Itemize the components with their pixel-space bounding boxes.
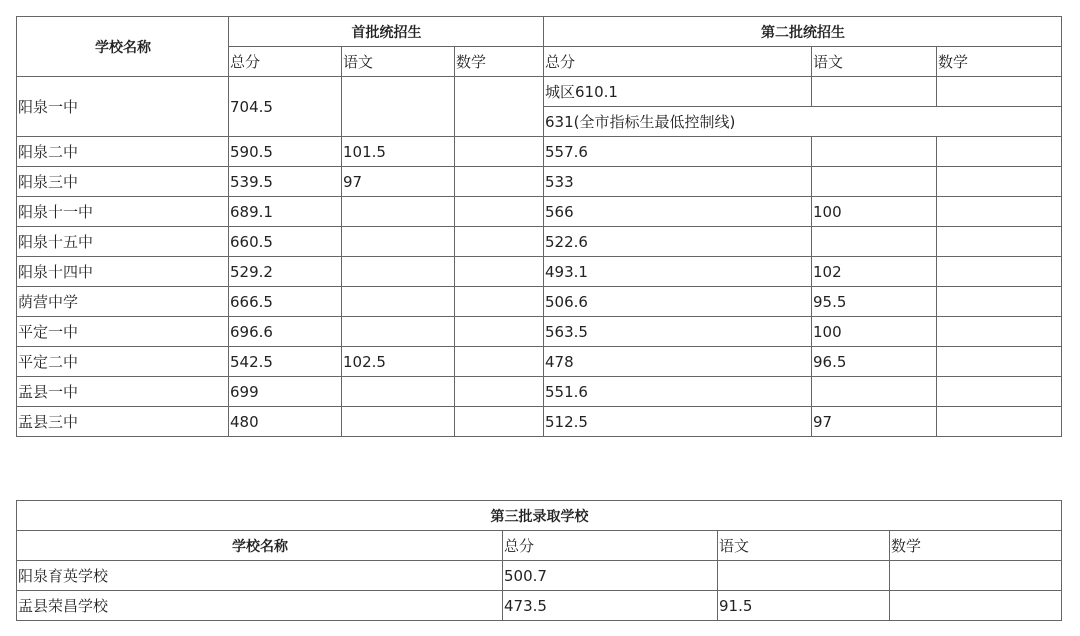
b2-chinese: 95.5 [812, 287, 937, 317]
b2-total: 533 [544, 167, 812, 197]
chinese: 91.5 [718, 591, 890, 621]
b1-chinese [342, 287, 455, 317]
b1-chinese [342, 197, 455, 227]
b1-math [455, 137, 544, 167]
b2-chinese [812, 227, 937, 257]
b1-total: 529.2 [229, 257, 342, 287]
table-row [17, 591, 1062, 621]
table-row [17, 347, 1062, 377]
b1-chinese [342, 227, 455, 257]
b1-total: 689.1 [229, 197, 342, 227]
b2-chinese [812, 77, 937, 107]
total: 473.5 [503, 591, 718, 621]
b1-math [455, 77, 544, 137]
table-row [17, 137, 1062, 167]
b1-chinese: 97 [342, 167, 455, 197]
b2-chinese [812, 167, 937, 197]
b2-total: 566 [544, 197, 812, 227]
table-row [17, 561, 1062, 591]
school-name: 荫营中学 [17, 287, 229, 317]
b2-math [937, 317, 1062, 347]
b1-total: 666.5 [229, 287, 342, 317]
total: 500.7 [503, 561, 718, 591]
b1-total: 704.5 [229, 77, 342, 137]
b2-math [937, 287, 1062, 317]
school-name: 阳泉育英学校 [17, 561, 503, 591]
b1-total: 590.5 [229, 137, 342, 167]
b1-math [455, 377, 544, 407]
b1-math [455, 347, 544, 377]
total-header: 总分 [503, 531, 718, 561]
b2-total: 512.5 [544, 407, 812, 437]
school-name: 阳泉十五中 [17, 227, 229, 257]
batch2-header: 第二批统招生 [544, 17, 1062, 47]
b1-chinese: 101.5 [342, 137, 455, 167]
b1-math [455, 167, 544, 197]
chinese [718, 561, 890, 591]
b2-total-quota: 631(全市指标生最低控制线) [544, 107, 1062, 137]
b1-total: 480 [229, 407, 342, 437]
chinese-header: 语文 [718, 531, 890, 561]
b1-math [455, 407, 544, 437]
b2-math [937, 407, 1062, 437]
b1-chinese [342, 377, 455, 407]
b1-chinese [342, 407, 455, 437]
school-name: 阳泉一中 [17, 77, 229, 137]
b2-math [937, 137, 1062, 167]
b1-chinese: 102.5 [342, 347, 455, 377]
b1-math [455, 287, 544, 317]
school-name-header: 学校名称 [17, 531, 503, 561]
table-row [17, 287, 1062, 317]
b2-total: 493.1 [544, 257, 812, 287]
school-name: 阳泉十四中 [17, 257, 229, 287]
math-header: 数学 [890, 531, 1062, 561]
school-name: 平定二中 [17, 347, 229, 377]
math [890, 591, 1062, 621]
table-row [17, 407, 1062, 437]
b1-chinese [342, 77, 455, 137]
b1-math [455, 197, 544, 227]
b2-math [937, 197, 1062, 227]
math [890, 561, 1062, 591]
b1-total: 699 [229, 377, 342, 407]
b1-total-header: 总分 [229, 47, 342, 77]
table-row [17, 197, 1062, 227]
b2-math [937, 167, 1062, 197]
b2-total: 557.6 [544, 137, 812, 167]
batch1-header: 首批统招生 [229, 17, 544, 47]
batch1-2-score-table [16, 16, 1062, 437]
school-name: 盂县三中 [17, 407, 229, 437]
school-name: 盂县一中 [17, 377, 229, 407]
b1-math [455, 227, 544, 257]
b2-total: 551.6 [544, 377, 812, 407]
b1-total: 660.5 [229, 227, 342, 257]
b2-total: 478 [544, 347, 812, 377]
table-row [17, 377, 1062, 407]
b1-math-header: 数学 [455, 47, 544, 77]
b1-total: 696.6 [229, 317, 342, 347]
b2-total: 522.6 [544, 227, 812, 257]
b1-chinese [342, 317, 455, 347]
b2-chinese-header: 语文 [812, 47, 937, 77]
b2-math [937, 77, 1062, 107]
school-name-header: 学校名称 [17, 17, 229, 77]
b2-chinese: 96.5 [812, 347, 937, 377]
school-name: 阳泉二中 [17, 137, 229, 167]
b2-chinese: 97 [812, 407, 937, 437]
school-name: 平定一中 [17, 317, 229, 347]
table-row [17, 167, 1062, 197]
b2-math [937, 257, 1062, 287]
b2-chinese: 100 [812, 317, 937, 347]
b1-chinese [342, 257, 455, 287]
school-name: 阳泉十一中 [17, 197, 229, 227]
b2-chinese: 102 [812, 257, 937, 287]
b2-math [937, 227, 1062, 257]
b1-total: 539.5 [229, 167, 342, 197]
b2-math-header: 数学 [937, 47, 1062, 77]
b2-total: 563.5 [544, 317, 812, 347]
table-row [17, 257, 1062, 287]
b2-math [937, 347, 1062, 377]
b1-total: 542.5 [229, 347, 342, 377]
batch3-title: 第三批录取学校 [17, 501, 1062, 531]
b2-chinese: 100 [812, 197, 937, 227]
b2-chinese [812, 137, 937, 167]
table-row [17, 77, 1062, 107]
b1-math [455, 257, 544, 287]
b2-math [937, 377, 1062, 407]
table-row [17, 227, 1062, 257]
school-name: 盂县荣昌学校 [17, 591, 503, 621]
table-row [17, 317, 1062, 347]
b2-chinese [812, 377, 937, 407]
batch3-score-table [16, 500, 1062, 621]
b1-math [455, 317, 544, 347]
b2-total: 506.6 [544, 287, 812, 317]
b2-total-header: 总分 [544, 47, 812, 77]
b2-total-city: 城区610.1 [544, 77, 812, 107]
b1-chinese-header: 语文 [342, 47, 455, 77]
school-name: 阳泉三中 [17, 167, 229, 197]
